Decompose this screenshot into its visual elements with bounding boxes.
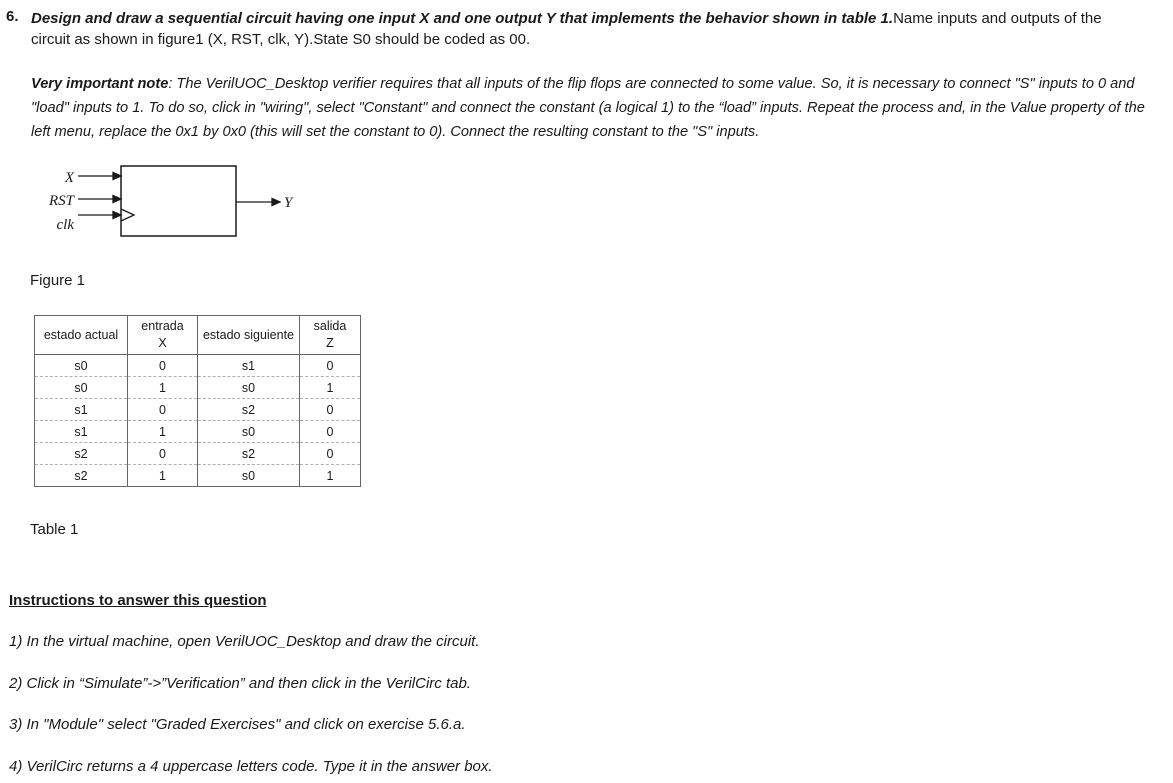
table-cell: s2 <box>35 443 128 465</box>
header-text: estado siguiente <box>202 327 295 342</box>
circuit-block-diagram <box>30 162 330 244</box>
header-text: estado actual <box>43 327 119 342</box>
input-arrow-clk <box>113 212 121 219</box>
table-cell: 0 <box>128 355 198 377</box>
table-cell: s1 <box>198 355 300 377</box>
instructions-heading: Instructions to answer this question <box>9 592 267 609</box>
table-cell: 0 <box>300 443 361 465</box>
circuit-box <box>121 166 236 236</box>
table-cell: 0 <box>128 399 198 421</box>
table-header-row <box>35 316 361 355</box>
table-cell: 0 <box>300 399 361 421</box>
instruction-step-1: 1) In the virtual machine, open VerilUOC_Desktop and draw the circuit. <box>9 633 480 650</box>
table-cell: 0 <box>300 421 361 443</box>
important-note <box>31 72 1166 144</box>
header-input <box>128 316 198 355</box>
table-cell: s0 <box>35 355 128 377</box>
table-cell: 1 <box>128 421 198 443</box>
figure-caption: Figure 1 <box>30 272 86 289</box>
table-cell: s1 <box>35 421 128 443</box>
header-text: salida <box>313 319 347 333</box>
table-cell: 0 <box>326 358 334 373</box>
header-subtext: X <box>158 336 167 350</box>
output-arrow-y <box>272 199 280 206</box>
table-cell: 1 <box>300 465 361 487</box>
clock-triangle-icon <box>121 209 134 221</box>
table-cell: s1 <box>35 399 128 421</box>
input-label-rst: RST <box>48 193 74 209</box>
header-output <box>300 316 361 355</box>
header-text: entrada <box>141 319 184 333</box>
header-current-state <box>35 316 128 355</box>
table-cell: s2 <box>198 443 300 465</box>
table-cell: 0 <box>128 443 198 465</box>
table-cell: 1 <box>128 377 198 399</box>
table-cell: 1 <box>300 377 361 399</box>
table-row <box>35 465 361 487</box>
table-cell: s0 <box>198 465 300 487</box>
note-text: : The VerilUOC_Desktop verifier requires that all inputs of the flip flops are connected to some value. So, it is necessary to connect "S" inputs to 0 and "load" inputs to 1. To do so, click in "wiring", select "Constant" and connect the constant (a logical 1) to the “load” inputs. Repeat the process and, in the Value property of the left menu, replace the 0x1 by 0x0 (this will set the constant to 0). Connect the resulting constant to the "S" inputs. <box>31 76 1145 140</box>
table-cell: 1 <box>128 465 198 487</box>
header-subtext: Z <box>326 336 334 350</box>
instruction-step-4: 4) VerilCirc returns a 4 uppercase letters code. Type it in the answer box. <box>9 758 493 775</box>
input-label-x: X <box>64 170 74 186</box>
instruction-step-2: 2) Click in “Simulate”->”Verification” and then click in the VerilCirc tab. <box>9 675 471 692</box>
input-label-clk: clk <box>56 217 74 233</box>
table-caption: Table 1 <box>30 521 79 538</box>
question-text-1: Name inputs and outputs of the <box>893 10 1102 27</box>
note-label: Very important note <box>31 76 169 92</box>
table-cell: s0 <box>198 421 300 443</box>
table-row <box>35 399 361 421</box>
instruction-step-3: 3) In "Module" select "Graded Exercises" and click on exercise 5.6.a. <box>9 716 466 733</box>
question-line-1 <box>31 8 1102 30</box>
output-label-y: Y <box>284 195 293 211</box>
table-cell: s2 <box>35 465 128 487</box>
table-row <box>35 355 361 377</box>
table-row <box>35 377 361 399</box>
state-table <box>34 315 361 487</box>
table-cell: s0 <box>198 377 300 399</box>
question-title: Design and draw a sequential circuit having one input X and one output Y that implements the behavior shown in table 1. <box>31 10 894 27</box>
table-cell: s2 <box>198 399 300 421</box>
question-line-2: circuit as shown in figure1 (X, RST, clk, Y).State S0 should be coded as 00. <box>31 31 531 48</box>
table-row <box>35 443 361 465</box>
input-arrow-rst <box>113 196 121 203</box>
header-next-state <box>198 316 300 355</box>
table-row <box>35 421 361 443</box>
question-number: 6. <box>6 8 19 25</box>
input-arrow-x <box>113 173 121 180</box>
table-cell: s0 <box>35 377 128 399</box>
